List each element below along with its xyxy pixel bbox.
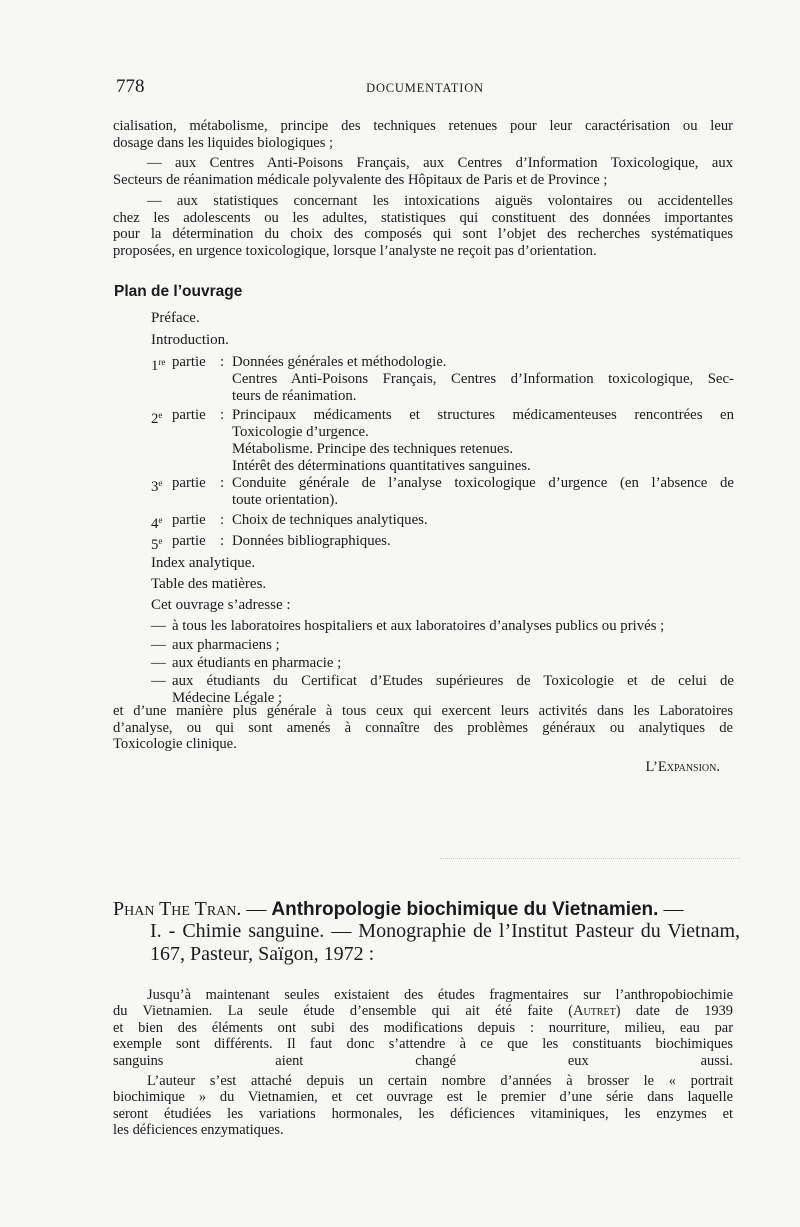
part-label: partie <box>172 354 206 370</box>
plan-part-2: 2e partie : Principaux médicaments et structures médicamenteuses rencontrées en Toxicologie d’urgence. Métabolisme. Principe des techniques retenues. Intérêt des déterminations quantitatives sanguines. <box>151 407 734 474</box>
part-number: 4e <box>151 515 163 532</box>
text-line: dosage dans les liquides biologiques ; <box>113 134 334 151</box>
review-paragraph-1: Jusqu’à maintenant seules existaient des études fragmentaires sur l’anthropobiochimie du Vietnamien. La seule étude d’ensemble qui ait été faite (Autret) date de 1939 et bien des éléments ont subi des modifications depuis : nourriture, milieu, eau par exemple sont différents. Il faut donc s’attendre à ce que les constituants biochimiques sanguins aient changé eux aussi. <box>113 987 733 1069</box>
part-label: partie <box>172 475 206 491</box>
review-subtitle: I. - Chimie sanguine. — Monographie de l’Institut Pasteur du Vietnam, 167, Pasteur, Saïgon, 1972 : <box>150 920 740 965</box>
audience-item: — aux pharmaciens ; <box>151 637 280 653</box>
part-label: partie <box>172 512 206 528</box>
text-line: proposées, en urgence toxicologique, lorsque l’analyste ne reçoit pas d’orientation. <box>113 242 597 259</box>
text-line: Secteurs de réanimation médicale polyvalente des Hôpitaux de Paris et de Province ; <box>113 171 608 188</box>
review-book-title: Anthropologie biochimique du Vietnamien. <box>271 899 659 920</box>
part-description: Données bibliographiques. <box>232 533 391 549</box>
text-line: chez les adolescents ou les adultes, statistiques qui constituent des données importantes <box>113 209 733 226</box>
plan-table: Table des matières. <box>151 576 267 592</box>
continuation-paragraph-1 <box>113 118 733 151</box>
review-paragraph-2: L’auteur s’est attaché depuis un certain nombre d’années à brosser le « portrait biochimique » du Vietnamien, et cet ouvrage est le premier d’une série dans laquelle seront étudiées les variations hormonales, les déficiences vitaminiques, les enzymes et les déficiences enzymatiques. <box>113 1073 733 1139</box>
page-number: 778 <box>116 76 145 97</box>
part-description: Principaux médicaments et structures médicamenteuses rencontrées en Toxicologie d’urgence. Métabolisme. Principe des techniques retenues. Intérêt des déterminations quantitatives sanguines. <box>232 407 734 474</box>
page-header <box>116 76 734 98</box>
text-line: cialisation, métabolisme, principe des techniques retenues pour leur caractérisation ou leur <box>113 118 733 134</box>
part-label: partie <box>172 407 206 423</box>
review-author: Phan The Tran. <box>113 898 242 920</box>
part-number: 3e <box>151 478 163 495</box>
audience-intro: Cet ouvrage s’adresse : <box>151 597 291 613</box>
review-title-line: Phan The Tran. — Anthropologie biochimique du Vietnamien. — <box>113 898 684 920</box>
part-number: 1re <box>151 357 166 374</box>
audience-item: — aux étudiants en pharmacie ; <box>151 655 342 671</box>
plan-part-1: 1re partie : Données générales et méthodologie. Centres Anti-Poisons Français, Centres d’Information toxicologique, Sec- teurs de réanimation. <box>151 354 734 404</box>
plan-part-4: 4e partie : Choix de techniques analytiques. <box>151 512 734 529</box>
part-description: Conduite générale de l’analyse toxicologique d’urgence (en l’absence de toute orientation). <box>232 475 734 508</box>
plan-preface: Préface. <box>151 310 200 326</box>
part-label: partie <box>172 533 206 549</box>
divider <box>440 858 740 859</box>
running-head: DOCUMENTATION <box>366 81 484 95</box>
text-line: — aux Centres Anti-Poisons Français, aux Centres d’Information Toxicologique, aux <box>147 155 733 171</box>
continuation-paragraph-2 <box>113 155 733 188</box>
signature: L’Expansion. <box>645 759 720 775</box>
part-description: Choix de techniques analytiques. <box>232 512 428 528</box>
plan-introduction: Introduction. <box>151 332 229 348</box>
plan-part-5: 5e partie : Données bibliographiques. <box>151 533 734 550</box>
continuation-paragraph-3 <box>113 193 733 259</box>
text-line: pour la détermination du choix des composés qui sont l’objet des recherches systématiques <box>113 226 733 243</box>
closing-paragraph: et d’une manière plus générale à tous ceux qui exercent leurs activités dans les Laboratoires d’analyse, ou qui sont amenés à connaître des problèmes généraux ou analytiques de Toxicologie clinique. <box>113 703 733 753</box>
plan-part-3: 3e partie : Conduite générale de l’analyse toxicologique d’urgence (en l’absence de toute orientation). <box>151 475 734 508</box>
audience-item: — aux étudiants du Certificat d’Etudes supérieures de Toxicologie et de celui de Médecine Légale ; <box>151 673 734 706</box>
part-number: 5e <box>151 536 163 553</box>
part-description: Données générales et méthodologie. Centres Anti-Poisons Français, Centres d’Information toxicologique, Sec- teurs de réanimation. <box>232 354 734 404</box>
text-line: — aux statistiques concernant les intoxications aiguës volontaires ou accidentelles <box>147 193 733 209</box>
plan-index: Index analytique. <box>151 555 256 571</box>
section-heading: Plan de l’ouvrage <box>114 283 243 300</box>
part-number: 2e <box>151 410 163 427</box>
audience-item: — à tous les laboratoires hospitaliers et aux laboratoires d’analyses publics ou privés ; <box>151 618 665 634</box>
